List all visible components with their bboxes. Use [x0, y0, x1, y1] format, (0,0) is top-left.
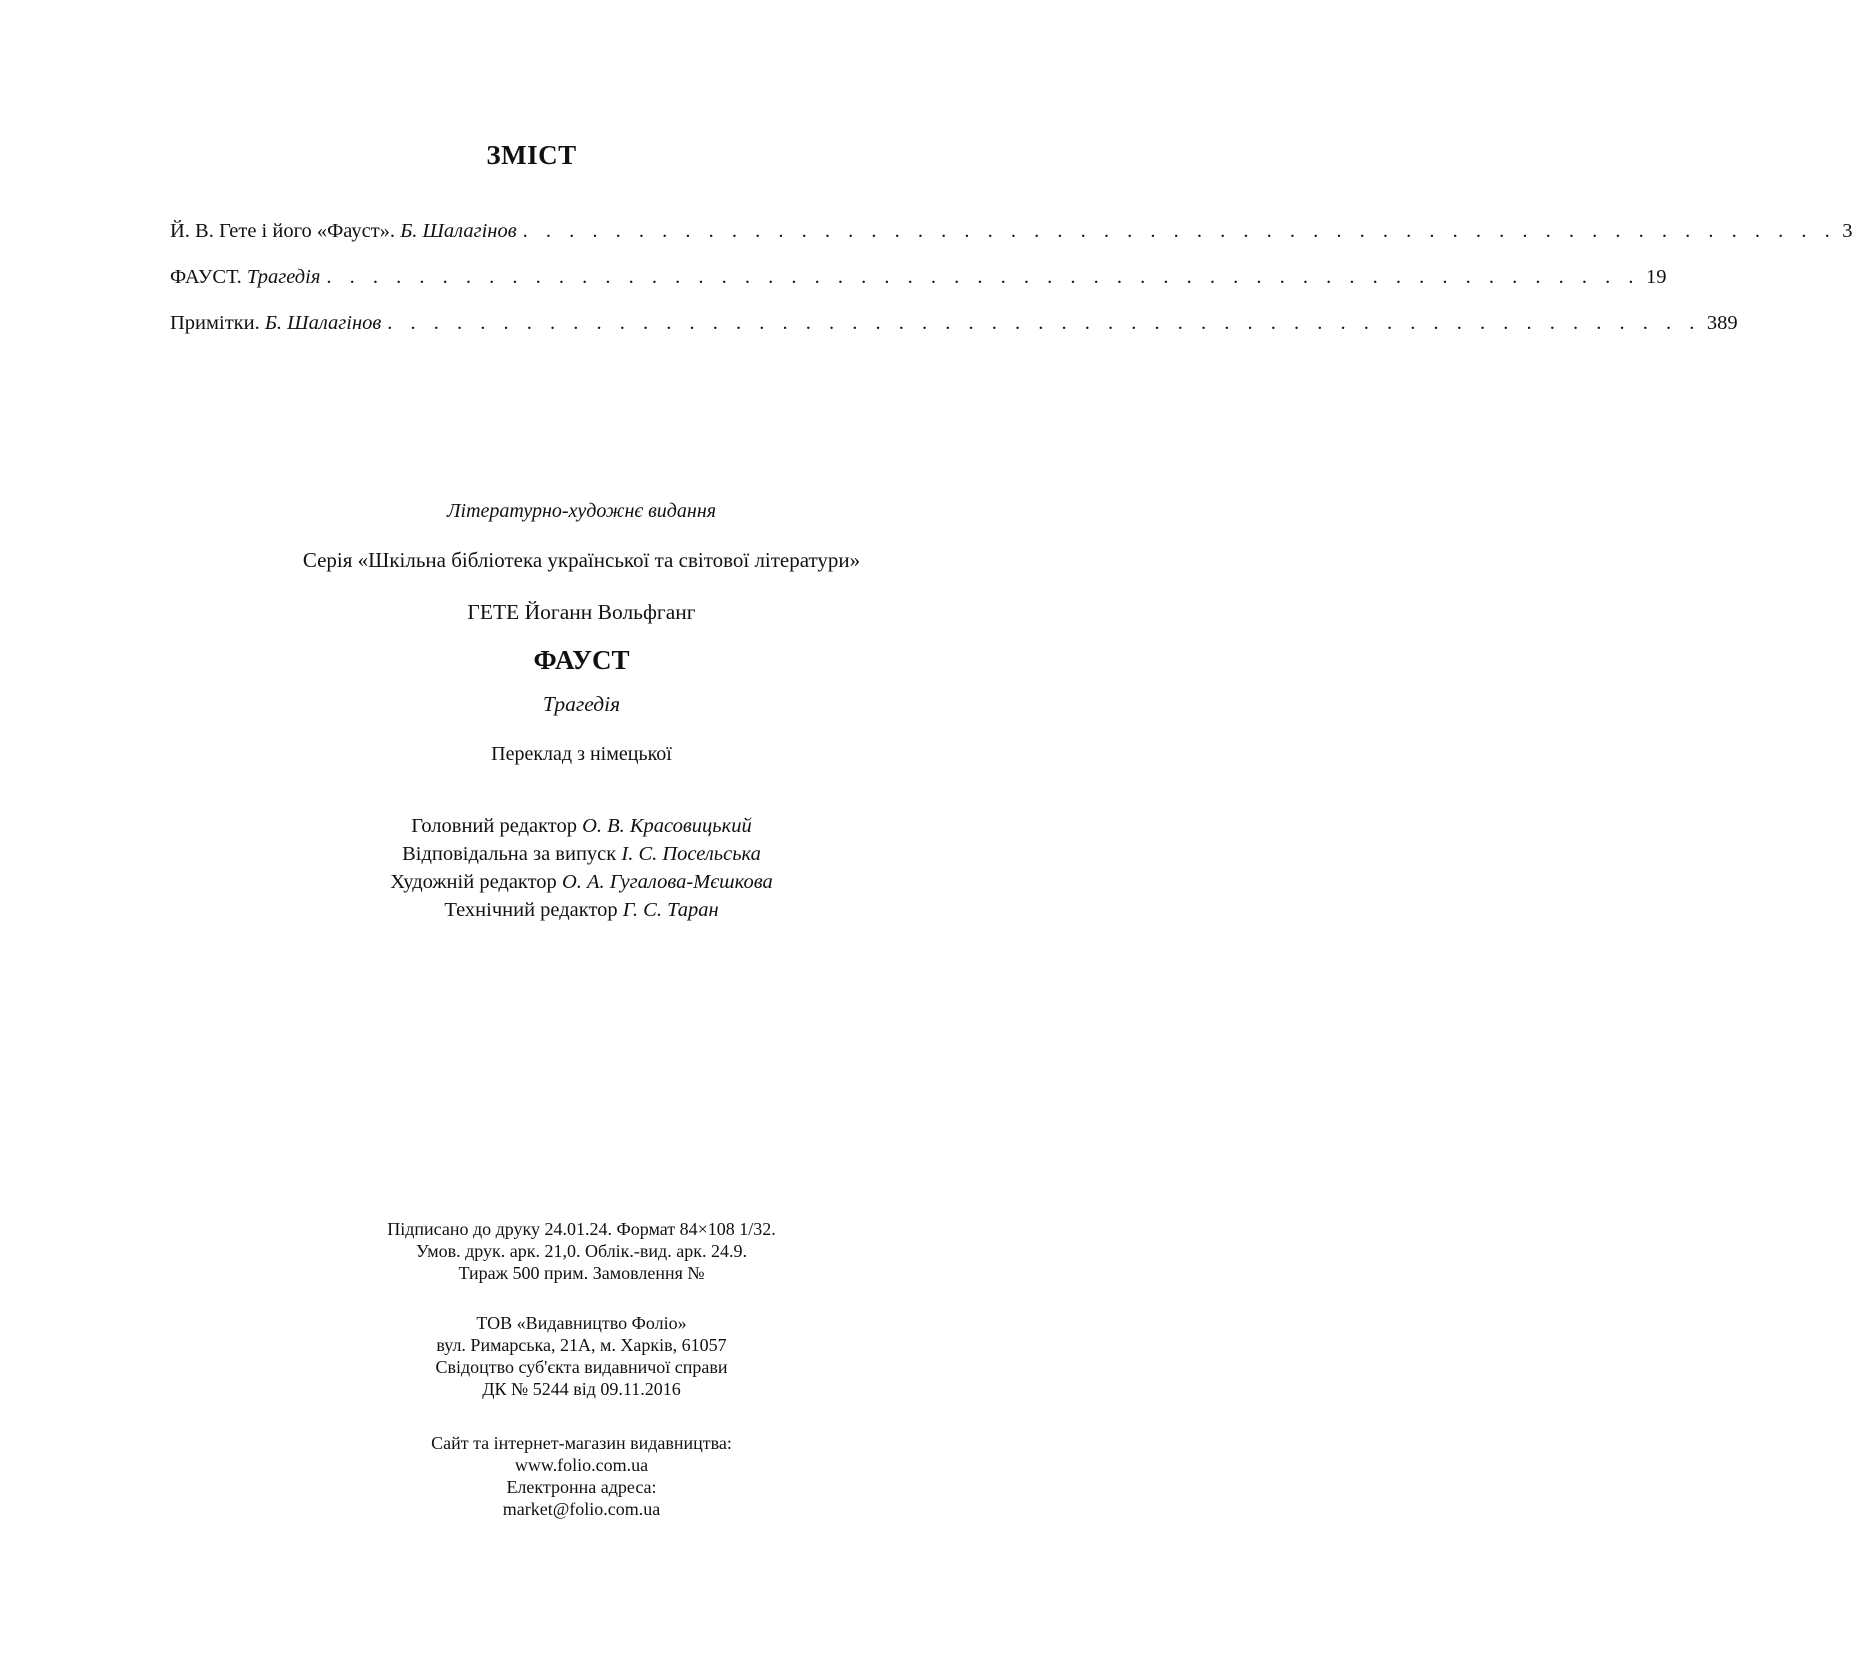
toc-entry-author: Трагедія: [246, 266, 321, 288]
toc-entry-author: Б. Шалагінов: [400, 220, 517, 242]
toc-entry-text: Примітки. Б. Шалагінов: [170, 312, 382, 334]
publisher-line: Свідоцтво суб'єкта видавничої справи: [435, 1357, 728, 1377]
editors-credits: [0, 812, 1163, 924]
editor-line: Відповідальна за випуск І. С. Посельська: [402, 843, 761, 865]
table-of-contents: [170, 220, 1853, 358]
printing-line: Тираж 500 прим. Замовлення №: [458, 1263, 705, 1283]
publisher-line: вул. Римарська, 21А, м. Харків, 61057: [436, 1335, 727, 1355]
contacts-label: Сайт та інтернет-магазин видавництва:: [431, 1433, 732, 1453]
book-author: ГЕТЕ Йоганн Вольфганг: [467, 600, 696, 624]
printing-line: Умов. друк. арк. 21,0. Облік.-вид. арк. 24.9.: [416, 1241, 747, 1261]
editor-line: Художній редактор О. А. Гугалова-Мєшкова: [390, 871, 773, 893]
editor-line: Технічний редактор Г. С. Таран: [444, 899, 719, 921]
book-subtitle: Трагедія: [542, 692, 621, 716]
toc-entry[interactable]: [170, 220, 1853, 244]
publisher-line: ДК № 5244 від 09.11.2016: [482, 1379, 681, 1399]
toc-entry-text: Й. В. Гете і його «Фауст». Б. Шалагінов: [170, 220, 517, 242]
publisher-contacts: [0, 1432, 1163, 1520]
contacts-label: Електронна адреса:: [506, 1477, 657, 1497]
toc-entry[interactable]: [170, 266, 1667, 290]
printing-details: [0, 1218, 1163, 1284]
toc-page-number: 3: [1842, 220, 1853, 242]
publication-genre: Літературно-художнє видання: [446, 500, 717, 522]
toc-entry-text: ФАУСТ. Трагедія: [170, 266, 321, 288]
website-link[interactable]: www.folio.com.ua: [514, 1455, 649, 1475]
publisher-details: [0, 1312, 1163, 1400]
toc-entry-author: Б. Шалагінов: [264, 312, 382, 334]
toc-leader-dots: . . . . . . . . . . . . . . . . . . . . . . . . . . . . . . . . . . . . . . . . . . . . . . . . . . . . . . . . .: [326, 266, 1641, 288]
toc-entry[interactable]: [170, 312, 1738, 336]
printing-line: Підписано до друку 24.01.24. Формат 84×108 1/32.: [387, 1219, 776, 1239]
toc-page-number: 19: [1646, 266, 1667, 288]
series-name: Серія «Шкільна бібліотека української та світової літератури»: [302, 548, 861, 572]
toc-leader-dots: . . . . . . . . . . . . . . . . . . . . . . . . . . . . . . . . . . . . . . . . . . . . . . . . . . . . . . . . .: [522, 220, 1837, 242]
toc-page-number: 389: [1706, 312, 1738, 334]
toc-title: ЗМІСТ: [486, 140, 577, 170]
email-link[interactable]: market@folio.com.ua: [502, 1499, 661, 1519]
translation-note: Переклад з німецької: [491, 743, 672, 765]
editor-line: Головний редактор О. В. Красовицький: [411, 815, 752, 837]
toc-leader-dots: . . . . . . . . . . . . . . . . . . . . . . . . . . . . . . . . . . . . . . . . . . . . . . . . . . . . . . . . .: [387, 312, 1701, 334]
publisher-line: ТОВ «Видавництво Фоліо»: [476, 1313, 687, 1333]
book-title: ФАУСТ: [533, 645, 630, 675]
